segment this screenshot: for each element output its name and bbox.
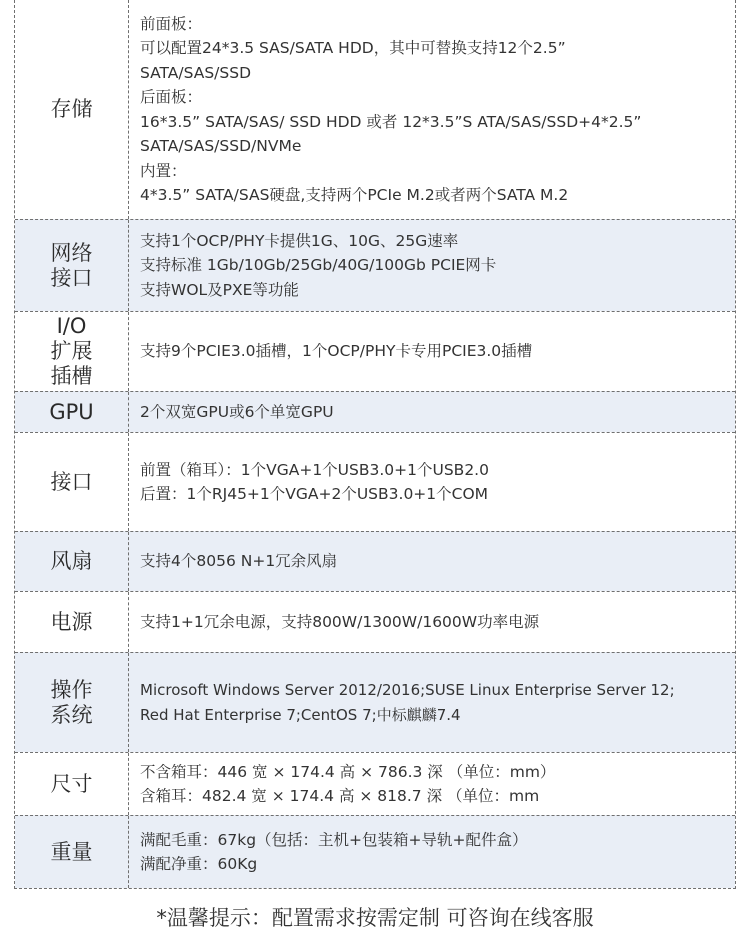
spec-line: 16*3.5” SATA/SAS/ SSD HDD 或者 12*3.5”S ATA/SAS/SSD+4*2.5” [140,112,642,131]
spec-value [129,433,735,531]
spec-value [129,220,735,311]
spec-line: SATA/SAS/SSD/NVMe [140,137,302,155]
spec-label: 电源 [15,592,129,652]
spec-line: 支持1个OCP/PHY卡提供1G、10G、25G速率 [140,231,459,250]
spec-line: 可以配置24*3.5 SAS/SATA HDD，其中可替换支持12个2.5” [140,39,566,57]
spec-line: 后置：1个RJ45+1个VGA+2个USB3.0+1个COM [140,485,489,503]
spec-row-fans [15,531,735,591]
spec-line: 前面板： [140,14,203,33]
spec-row-network [15,219,735,311]
spec-label: 重量 [15,816,129,888]
spec-value [129,312,735,391]
spec-value [129,532,735,591]
spec-row-ports [15,432,735,531]
spec-line: Red Hat Enterprise 7;CentOS 7;中标麒麟7.4 [140,705,461,724]
spec-table [14,0,736,889]
spec-line: Microsoft Windows Server 2012/2016;SUSE Linux Enterprise Server 12; [140,681,675,699]
spec-line: 支持标准 1Gb/10Gb/25Gb/40G/100Gb PCIE网卡 [140,256,497,275]
spec-line: 满配净重：60Kg [140,855,258,873]
spec-label: GPU [15,392,129,432]
spec-line: 支持WOL及PXE等功能 [140,280,299,299]
spec-label: 尺寸 [15,753,129,815]
spec-line: 支持4个8056 N+1冗余风扇 [140,552,338,571]
spec-line: 支持1+1冗余电源，支持800W/1300W/1600W功率电源 [140,612,540,631]
spec-label: 操作 系统 [15,653,129,752]
spec-line: 不含箱耳：446 宽 × 174.4 高 × 786.3 深 （单位：mm） [140,762,556,781]
spec-line: 前置（箱耳）：1个VGA+1个USB3.0+1个USB2.0 [140,460,489,479]
footer-tip: *温馨提示：配置需求按需定制 可咨询在线客服 [156,906,594,930]
spec-row-gpu [15,391,735,432]
spec-line: 2个双宽GPU或6个单宽GPU [140,402,334,421]
spec-value [129,653,735,752]
spec-line: 满配毛重：67kg（包括：主机+包装箱+导轨+配件盒） [140,830,528,849]
spec-row-storage [15,0,735,219]
spec-label: 风扇 [15,532,129,591]
spec-line: 4*3.5” SATA/SAS硬盘,支持两个PCIe M.2或者两个SATA M.2 [140,186,569,204]
spec-line: SATA/SAS/SSD [140,63,252,82]
spec-label: 网络 接口 [15,220,129,311]
spec-value [129,592,735,652]
spec-line: 含箱耳：482.4 宽 × 174.4 高 × 818.7 深 （单位：mm [140,787,540,805]
spec-line: 支持9个PCIE3.0插槽，1个OCP/PHY卡专用PCIE3.0插槽 [140,342,533,361]
spec-value [129,0,735,219]
spec-label: I/O 扩展 插槽 [15,312,129,391]
spec-line: 后面板： [140,88,203,106]
spec-row-weight [15,815,735,888]
spec-value [129,392,735,432]
spec-row-io-expansion [15,311,735,391]
spec-row-os [15,652,735,752]
spec-value [129,753,735,815]
spec-row-dimensions [15,752,735,815]
spec-line: 内置： [140,161,187,180]
spec-row-power [15,591,735,652]
spec-label: 存储 [15,0,129,219]
spec-label: 接口 [15,433,129,531]
spec-value [129,816,735,888]
